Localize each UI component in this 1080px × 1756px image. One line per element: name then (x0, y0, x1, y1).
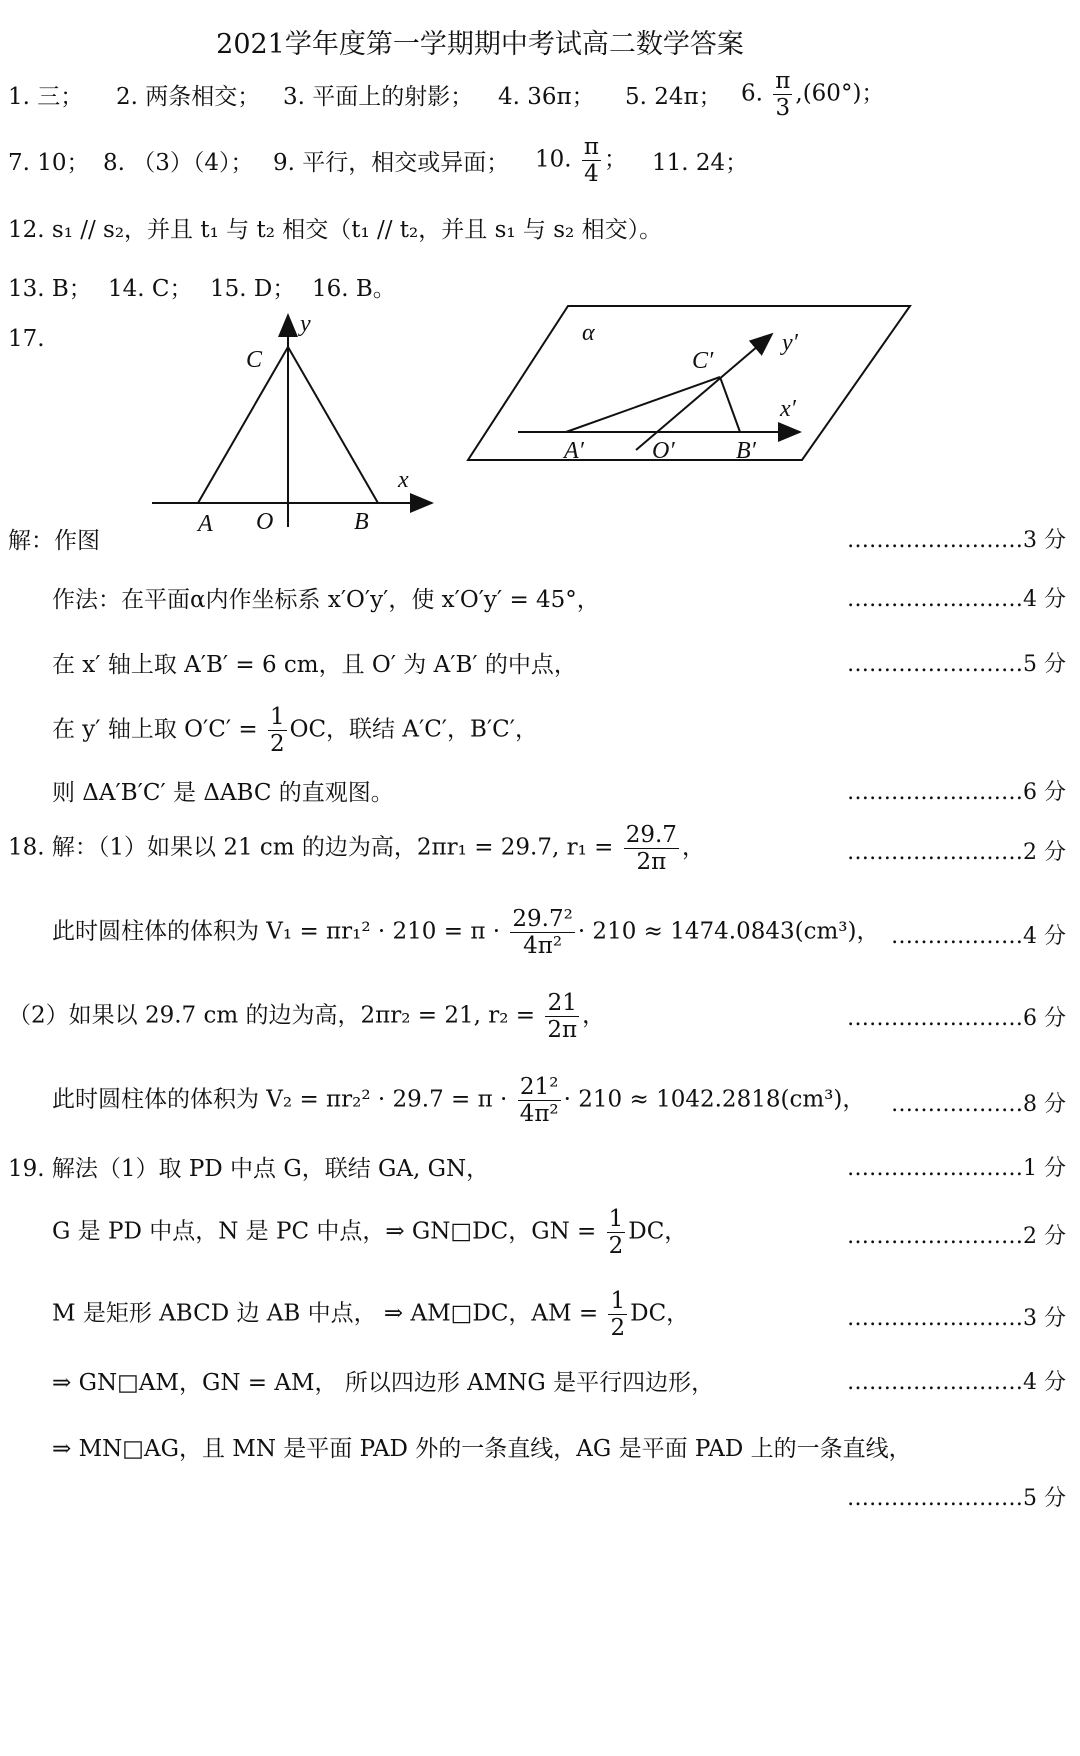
q18-line-4: 此时圆柱体的体积为 V₂ = πr₂² · 29.7 = π · $\frac{\text{21²}}{\text{4π²}}$ · 210 ≈ 1042.2818(cm³)， (52, 1074, 866, 1127)
label-a-prime: A′ (564, 438, 584, 464)
label-c-prime: C′ (692, 348, 714, 374)
answer-8: 8. （3）（4）； (103, 150, 254, 176)
q19-score-1: ……………………1 分 (847, 1156, 1066, 1181)
label-y-prime: y′ (782, 330, 798, 356)
fraction: $\frac{\pi}{4}$ (583, 134, 600, 187)
label-o: O (256, 509, 274, 535)
q17-step-2: 在 x′ 轴上取 A′B′ = 6 cm，且 O′ 为 A′B′ 的中点， (52, 652, 577, 678)
q19-line-4: ⇒ GN□AM，GN = AM， 所以四边形 AMNG 是平行四边形， (52, 1370, 715, 1396)
fraction: $\frac{\pi}{3}$ (775, 68, 791, 121)
label-x-prime: x′ (780, 396, 796, 422)
label-b: B (354, 509, 369, 535)
answer-10: 10. $\frac{\pi}{4}$ ； (535, 134, 628, 187)
label-c: C (246, 347, 263, 373)
q17-score-1: ……………………3 分 (847, 528, 1066, 553)
q17-score-2: ……………………4 分 (847, 587, 1066, 612)
q18-line-1: 18. 解：（1）如果以 21 cm 的边为高，2πr₁ = 29.7, r₁ = $\frac{29.7}{2\pi}$ ， (8, 822, 705, 875)
q19-line-3: M 是矩形 ABCD 边 AB 中点， ⇒ AM□DC，AM = $\frac{1}{2}$ DC， (52, 1288, 690, 1341)
side-c-b (720, 377, 740, 432)
label-b-prime: B′ (736, 438, 756, 464)
side-cb (288, 347, 378, 503)
fraction: $\frac{\text{29.7²}}{\text{4π²}}$ (512, 906, 573, 959)
fraction: $\frac{1}{2}$ (269, 704, 285, 757)
q18-score-4: ………………8 分 (891, 1092, 1066, 1117)
q17-solution: 解：作图 (8, 528, 100, 554)
q18-line-3: （2）如果以 29.7 cm 的边为高，2πr₂ = 21, r₂ = $\frac{21}{2\pi}$ ， (8, 990, 606, 1043)
q19-score-2: ……………………2 分 (847, 1224, 1066, 1249)
q18-score-3: ……………………6 分 (847, 1006, 1066, 1031)
q18-score-1: ……………………2 分 (847, 840, 1066, 865)
answer-15: 15. D； (210, 276, 296, 302)
q17-step-4: 则 ΔA′B′C′ 是 ΔABC 的直观图。 (52, 780, 394, 806)
side-a-c (566, 377, 720, 432)
label-x: x (398, 467, 409, 493)
answer-13: 13. B； (8, 276, 92, 302)
answer-2: 2. 两条相交； (116, 84, 261, 110)
answer-6: 6. $\frac{\pi}{3}$ ,(60°)； (741, 68, 885, 121)
answer-9: 9. 平行，相交或异面； (273, 150, 510, 176)
q19-score-5: ……………………5 分 (847, 1486, 1066, 1511)
intuitive-figure (460, 300, 920, 470)
fraction: $\frac{21}{2\pi}$ (547, 990, 578, 1043)
q19-score-3: ……………………3 分 (847, 1306, 1066, 1331)
q18-score-2: ………………4 分 (891, 924, 1066, 949)
q19-line-1: 19. 解法（1）取 PD 中点 G，联结 GA, GN， (8, 1156, 490, 1182)
label-alpha: α (582, 320, 595, 346)
q18-line-2: 此时圆柱体的体积为 V₁ = πr₁² · 210 = π · $\frac{\text{29.7²}}{\text{4π²}}$ · 210 ≈ 1474.0843(cm³)， (52, 906, 880, 959)
label-y: y (300, 311, 311, 337)
fraction: $\frac{1}{2}$ (610, 1288, 626, 1341)
answer-7: 7. 10； (8, 150, 90, 176)
page-title: 2021学年度第一学期期中考试高二数学答案 (216, 29, 744, 60)
answer-1: 1. 三； (8, 84, 84, 110)
q19-score-4: ……………………4 分 (847, 1370, 1066, 1395)
answer-3: 3. 平面上的射影； (283, 84, 474, 110)
answer-4: 4. 36π； (498, 84, 595, 110)
label-o-prime: O′ (652, 438, 675, 464)
triangle-figure (140, 305, 450, 545)
q19-line-2: G 是 PD 中点，N 是 PC 中点，⇒ GN□DC，GN = $\frac{1}{2}$ DC， (52, 1206, 688, 1259)
fraction: $\frac{1}{2}$ (608, 1206, 624, 1259)
plane-alpha (468, 306, 910, 460)
fraction: $\frac{29.7}{2\pi}$ (625, 822, 677, 875)
answer-5: 5. 24π； (625, 84, 722, 110)
answer-11: 11. 24； (652, 150, 749, 176)
fraction: $\frac{\text{21²}}{\text{4π²}}$ (519, 1074, 559, 1127)
q17-score-3: ……………………5 分 (847, 652, 1066, 677)
q17-step-3: 在 y′ 轴上取 O′C′ = $\frac{1}{2}$ OC，联结 A′C′，B′C′， (52, 704, 538, 757)
label-a: A (198, 511, 213, 537)
answer-12: 12. s₁ // s₂，并且 t₁ 与 t₂ 相交（t₁ // t₂，并且 s₁ 与 s₂ 相交）。 (8, 217, 663, 243)
q17-score-4: ……………………6 分 (847, 780, 1066, 805)
q17-number: 17. (8, 326, 45, 352)
q17-step-1: 作法：在平面α内作坐标系 x′O′y′，使 x′O′y′ = 45°， (52, 587, 600, 613)
side-ca (198, 347, 288, 503)
answer-14: 14. C； (108, 276, 193, 302)
q19-line-5: ⇒ MN□AG，且 MN 是平面 PAD 外的一条直线，AG 是平面 PAD 上的一条直线， (52, 1436, 912, 1462)
answer-16: 16. B。 (312, 276, 396, 302)
